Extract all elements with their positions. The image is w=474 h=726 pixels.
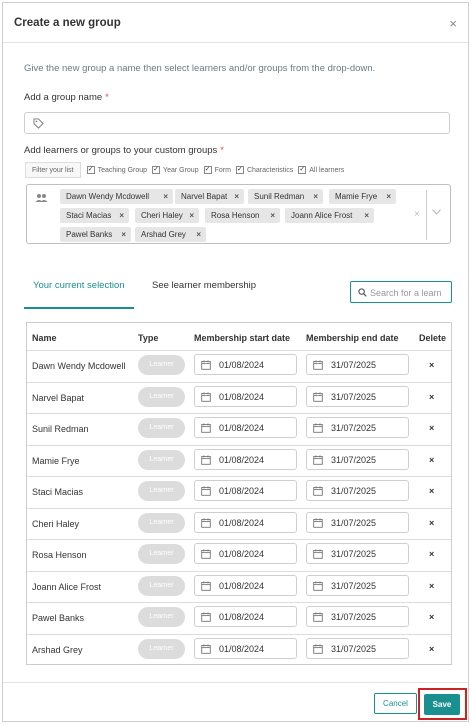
filter-bar bbox=[25, 162, 349, 178]
tab-learner-membership[interactable]: See learner membership bbox=[152, 280, 257, 291]
calendar-icon bbox=[201, 392, 211, 402]
type-badge: Learner bbox=[138, 544, 185, 564]
type-badge: Learner bbox=[138, 418, 185, 438]
start-date-input[interactable] bbox=[194, 354, 297, 375]
column-header-type: Type bbox=[138, 333, 159, 343]
calendar-icon bbox=[313, 549, 323, 559]
end-date-value: 31/07/2025 bbox=[331, 643, 377, 654]
dialog-title: Create a new group bbox=[14, 17, 121, 29]
calendar-icon bbox=[201, 486, 211, 496]
clear-all-icon[interactable]: × bbox=[414, 209, 420, 220]
checkbox-checked-icon: ✓ bbox=[87, 166, 94, 173]
checkbox-checked-icon: ✓ bbox=[204, 166, 211, 173]
cancel-button[interactable]: Cancel bbox=[374, 693, 417, 714]
table-row bbox=[27, 383, 451, 414]
learner-multiselect[interactable] bbox=[26, 184, 451, 244]
membership-table bbox=[26, 322, 452, 665]
start-date-input[interactable] bbox=[194, 449, 297, 470]
start-date-value: 01/08/2024 bbox=[219, 549, 265, 559]
chip-remove-icon[interactable]: × bbox=[313, 192, 318, 201]
column-header-delete: Delete bbox=[419, 333, 447, 343]
learner-name: Cheri Haley bbox=[32, 518, 80, 529]
start-date-input[interactable] bbox=[194, 386, 297, 407]
calendar-icon bbox=[313, 612, 323, 622]
learner-name: Dawn Wendy Mcdowell bbox=[32, 361, 126, 371]
delete-row-icon[interactable]: × bbox=[429, 423, 435, 433]
table-row bbox=[27, 540, 451, 571]
chip-pawel-banks: Pawel Banks × bbox=[60, 227, 131, 242]
table-row bbox=[27, 351, 451, 382]
table-row bbox=[27, 477, 451, 508]
calendar-icon bbox=[201, 549, 211, 559]
calendar-icon bbox=[313, 423, 323, 433]
type-badge: Learner bbox=[138, 607, 185, 627]
learner-name: Narvel Bapat bbox=[32, 392, 85, 403]
start-date-input[interactable] bbox=[194, 606, 297, 627]
checkbox-checked-icon: ✓ bbox=[299, 166, 306, 173]
intro-text: Give the new group a name then select learners and/or groups from the drop-down. bbox=[24, 63, 376, 74]
table-row bbox=[27, 635, 451, 666]
calendar-icon bbox=[201, 423, 211, 433]
chip-mamie-frye: Mamie Frye × bbox=[329, 189, 396, 204]
group-name-input[interactable] bbox=[24, 112, 450, 134]
end-date-input[interactable] bbox=[306, 386, 409, 407]
delete-row-icon[interactable]: × bbox=[429, 391, 435, 402]
chip-remove-icon[interactable]: × bbox=[119, 211, 124, 220]
group-name-label: Add a group name * bbox=[24, 92, 109, 103]
start-date-value: 01/08/2024 bbox=[219, 486, 265, 496]
calendar-icon bbox=[313, 392, 323, 402]
create-group-dialog bbox=[2, 2, 469, 722]
active-tab-indicator bbox=[24, 307, 134, 309]
end-date-value: 31/07/2025 bbox=[331, 517, 377, 528]
start-date-input[interactable] bbox=[194, 417, 297, 438]
save-button-highlight bbox=[418, 688, 467, 720]
learner-name: Arshad Grey bbox=[32, 644, 83, 655]
delete-row-icon[interactable]: × bbox=[429, 643, 435, 654]
type-badge: Learner bbox=[138, 639, 185, 659]
calendar-icon bbox=[313, 518, 323, 528]
table-row bbox=[27, 446, 451, 477]
chip-sunil-redman: Sunil Redman × bbox=[248, 189, 323, 204]
end-date-value: 31/07/2025 bbox=[331, 612, 377, 622]
type-badge: Learner bbox=[138, 481, 185, 501]
table-row bbox=[27, 509, 451, 540]
chip-joann-alice-frost: Joann Alice Frost × bbox=[285, 208, 374, 223]
chip-remove-icon[interactable]: × bbox=[121, 230, 126, 239]
chip-remove-icon[interactable]: × bbox=[364, 211, 369, 220]
start-date-input[interactable] bbox=[194, 638, 297, 659]
checkbox-checked-icon: ✓ bbox=[153, 166, 159, 173]
chip-cheri-haley: Cheri Haley × bbox=[135, 208, 199, 223]
delete-row-icon[interactable]: × bbox=[429, 486, 435, 496]
tab-current-selection[interactable]: Your current selection bbox=[33, 280, 125, 291]
chip-remove-icon[interactable]: × bbox=[270, 211, 275, 220]
start-date-input[interactable] bbox=[194, 480, 297, 501]
search-icon bbox=[358, 288, 367, 297]
search-placeholder: Search for a learn bbox=[370, 288, 442, 298]
chip-staci-macias: Staci Macias × bbox=[60, 208, 129, 223]
start-date-value: 01/08/2024 bbox=[219, 580, 265, 591]
delete-row-icon[interactable]: × bbox=[429, 517, 435, 528]
filter-characteristics[interactable]: ✓ Characteristics bbox=[237, 166, 294, 174]
type-badge: Learner bbox=[138, 450, 185, 470]
footer-divider bbox=[3, 682, 468, 683]
delete-row-icon[interactable]: × bbox=[429, 612, 435, 622]
calendar-icon bbox=[201, 581, 211, 591]
table-row bbox=[27, 603, 451, 634]
required-mark: * bbox=[220, 145, 224, 156]
chip-arshad-grey: Arshad Grey × bbox=[135, 227, 206, 242]
end-date-input[interactable] bbox=[306, 575, 409, 596]
table-row bbox=[27, 414, 451, 445]
column-header-name: Name bbox=[32, 333, 57, 343]
chip-remove-icon[interactable]: × bbox=[196, 230, 201, 239]
start-date-input[interactable] bbox=[194, 512, 297, 533]
calendar-icon bbox=[313, 486, 323, 496]
calendar-icon bbox=[201, 612, 211, 622]
delete-row-icon[interactable]: × bbox=[429, 549, 435, 559]
calendar-icon bbox=[313, 644, 323, 654]
chip-remove-icon[interactable]: × bbox=[386, 192, 391, 201]
calendar-icon bbox=[313, 581, 323, 591]
chip-dawn-wendy-mcdowell: Dawn Wendy Mcdowell × bbox=[60, 189, 173, 204]
calendar-icon bbox=[201, 360, 211, 370]
filter-form[interactable]: ✓ Form bbox=[204, 166, 231, 174]
end-date-value: 31/07/2025 bbox=[331, 360, 377, 370]
people-icon bbox=[35, 193, 48, 203]
start-date-value: 01/08/2024 bbox=[219, 423, 265, 433]
type-badge: Learner bbox=[138, 387, 185, 407]
end-date-value: 31/07/2025 bbox=[331, 423, 377, 433]
end-date-value: 31/07/2025 bbox=[331, 549, 377, 559]
chevron-down-icon[interactable] bbox=[432, 209, 441, 215]
dialog-header bbox=[3, 3, 468, 43]
save-button[interactable]: Save bbox=[424, 694, 460, 715]
calendar-icon bbox=[313, 455, 323, 465]
filter-year-group[interactable]: ✓ Year Group bbox=[153, 166, 199, 174]
table-row bbox=[27, 572, 451, 603]
start-date-input[interactable] bbox=[194, 543, 297, 564]
tag-icon bbox=[33, 118, 44, 129]
select-divider bbox=[426, 190, 427, 240]
learner-name: Mamie Frye bbox=[32, 455, 80, 466]
start-date-value: 01/08/2024 bbox=[219, 454, 265, 465]
delete-row-icon[interactable]: × bbox=[429, 454, 435, 465]
column-header-end-date: Membership end date bbox=[306, 333, 399, 343]
end-date-value: 31/07/2025 bbox=[331, 486, 377, 496]
start-date-value: 01/08/2024 bbox=[219, 391, 265, 402]
learner-name: Joann Alice Frost bbox=[32, 581, 102, 592]
delete-row-icon[interactable]: × bbox=[429, 580, 435, 591]
checkbox-checked-icon: ✓ bbox=[237, 166, 243, 173]
type-badge: Learner bbox=[138, 355, 185, 375]
start-date-value: 01/08/2024 bbox=[219, 517, 265, 528]
end-date-input[interactable] bbox=[306, 417, 409, 438]
end-date-input[interactable] bbox=[306, 638, 409, 659]
calendar-icon bbox=[201, 644, 211, 654]
delete-row-icon[interactable]: × bbox=[429, 360, 435, 370]
start-date-value: 01/08/2024 bbox=[219, 643, 265, 654]
learners-label: Add learners or groups to your custom groups * bbox=[24, 145, 224, 156]
end-date-value: 31/07/2025 bbox=[331, 391, 377, 402]
learner-search-input[interactable] bbox=[350, 281, 452, 303]
end-date-input[interactable] bbox=[306, 543, 409, 564]
end-date-value: 31/07/2025 bbox=[331, 580, 377, 591]
calendar-icon bbox=[201, 455, 211, 465]
end-date-input[interactable] bbox=[306, 512, 409, 533]
start-date-value: 01/08/2024 bbox=[219, 612, 265, 622]
start-date-input[interactable] bbox=[194, 575, 297, 596]
column-header-start-date: Membership start date bbox=[194, 333, 291, 343]
chip-narvel-bapat: Narvel Bapat × bbox=[175, 189, 244, 204]
learner-name: Staci Macias bbox=[32, 487, 84, 497]
chip-remove-icon[interactable]: × bbox=[163, 192, 168, 201]
type-badge: Learner bbox=[138, 576, 185, 596]
end-date-value: 31/07/2025 bbox=[331, 454, 377, 465]
learner-name: Rosa Henson bbox=[32, 550, 87, 560]
chip-remove-icon[interactable]: × bbox=[189, 211, 194, 220]
chip-rosa-henson: Rosa Henson × bbox=[205, 208, 280, 223]
end-date-input[interactable] bbox=[306, 449, 409, 470]
learner-name: Sunil Redman bbox=[32, 424, 89, 434]
required-mark: * bbox=[105, 92, 109, 103]
start-date-value: 01/08/2024 bbox=[219, 360, 265, 370]
end-date-input[interactable] bbox=[306, 354, 409, 375]
end-date-input[interactable] bbox=[306, 606, 409, 627]
calendar-icon bbox=[313, 360, 323, 370]
end-date-input[interactable] bbox=[306, 480, 409, 501]
filter-all-learners[interactable]: ✓ All learners bbox=[299, 166, 345, 174]
close-icon[interactable]: × bbox=[449, 16, 457, 31]
filter-teaching-group[interactable]: ✓ Teaching Group bbox=[87, 166, 148, 174]
filter-your-list[interactable]: Filter your list bbox=[25, 162, 81, 178]
learner-name: Pawel Banks bbox=[32, 613, 85, 623]
calendar-icon bbox=[201, 518, 211, 528]
type-badge: Learner bbox=[138, 513, 185, 533]
chip-remove-icon[interactable]: × bbox=[234, 192, 239, 201]
